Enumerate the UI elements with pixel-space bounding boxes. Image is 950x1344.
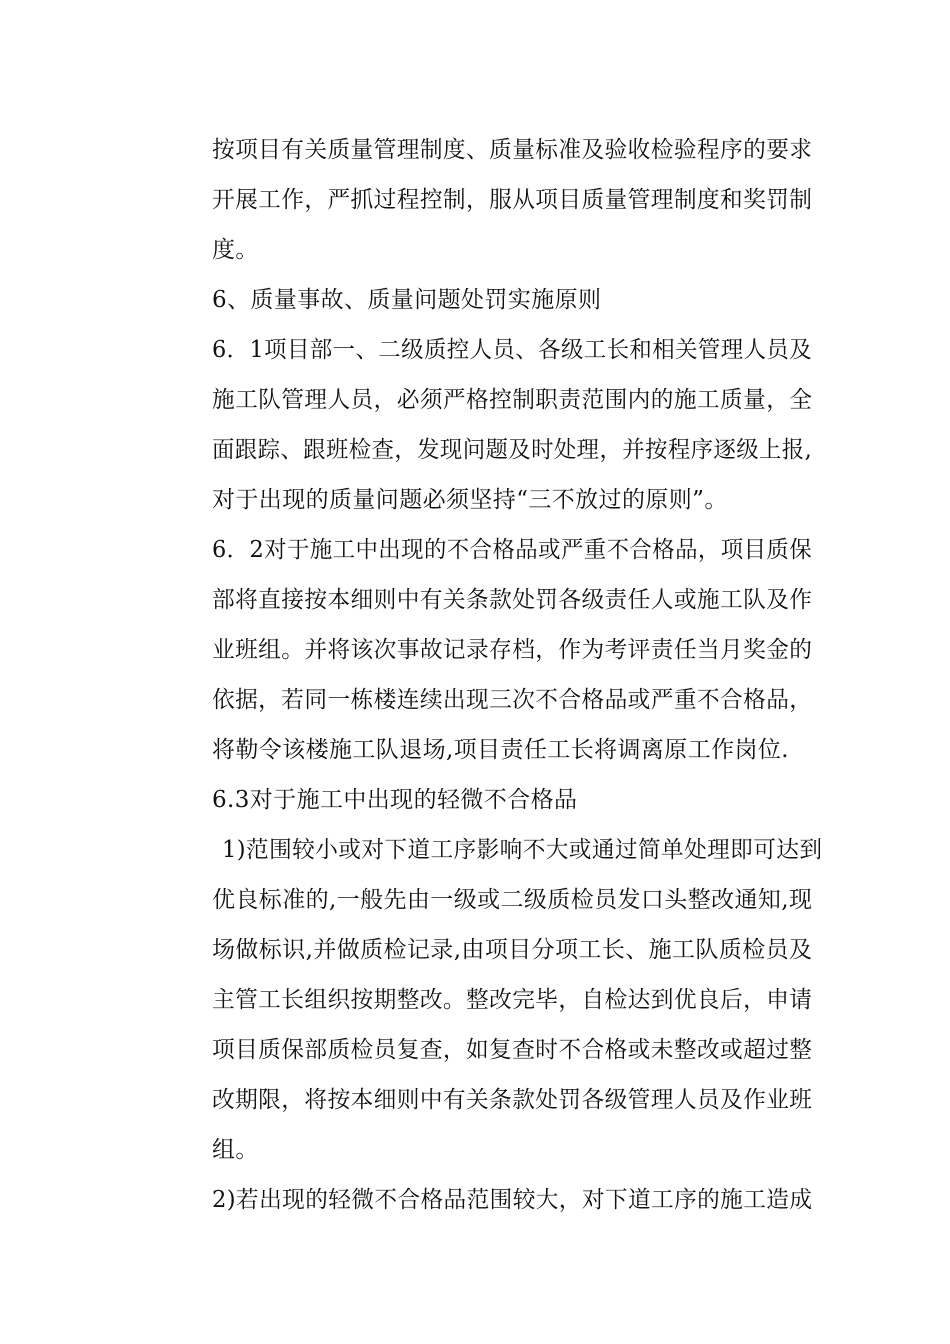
- text-line: 6．2对于施工中出现的不合格品或严重不合格品，项目质保: [212, 537, 813, 563]
- text-line: 6．1项目部一、二级质控人员、各级工长和相关管理人员及: [212, 337, 813, 363]
- text-line: 改期限，将按本细则中有关条款处罚各级管理人员及作业班: [212, 1087, 813, 1113]
- text-line: 对于出现的质量问题必须坚持“三不放过的原则”。: [212, 487, 728, 513]
- text-line: 施工队管理人员，必须严格控制职责范围内的施工质量，全: [212, 387, 813, 413]
- text-line: 按项目有关质量管理制度、质量标准及验收检验程序的要求: [212, 137, 813, 163]
- subsection-heading: 6.3对于施工中出现的轻微不合格品: [212, 787, 578, 813]
- text-line: 优良标准的,一般先由一级或二级质检员发口头整改通知,现: [212, 887, 813, 913]
- text-line: 组。: [212, 1137, 259, 1163]
- text-line: 2)若出现的轻微不合格品范围较大，对下道工序的施工造成: [212, 1187, 813, 1213]
- text-line: 场做标识,并做质检记录,由项目分项工长、施工队质检员及: [212, 937, 813, 963]
- text-line: 开展工作，严抓过程控制，服从项目质量管理制度和奖罚制: [212, 187, 813, 213]
- text-line: 将勒令该楼施工队退场,项目责任工长将调离原工作岗位.: [212, 737, 790, 763]
- section-heading: 6、质量事故、质量问题处罚实施原则: [212, 287, 602, 313]
- text-line: 业班组。并将该次事故记录存档，作为考评责任当月奖金的: [212, 637, 813, 663]
- text-line: 依据，若同一栋楼连续出现三次不合格品或严重不合格品，: [212, 687, 813, 713]
- text-line: 主管工长组织按期整改。整改完毕，自检达到优良后，申请: [212, 987, 813, 1013]
- text-line: 面跟踪、跟班检查，发现问题及时处理，并按程序逐级上报,: [212, 437, 813, 463]
- text-line: 度。: [212, 237, 259, 263]
- text-line: 项目质保部质检员复查，如复查时不合格或未整改或超过整: [212, 1037, 813, 1063]
- text-line: 部将直接按本细则中有关条款处罚各级责任人或施工队及作: [212, 587, 813, 613]
- text-line: 1)范围较小或对下道工序影响不大或通过简单处理即可达到: [222, 837, 823, 863]
